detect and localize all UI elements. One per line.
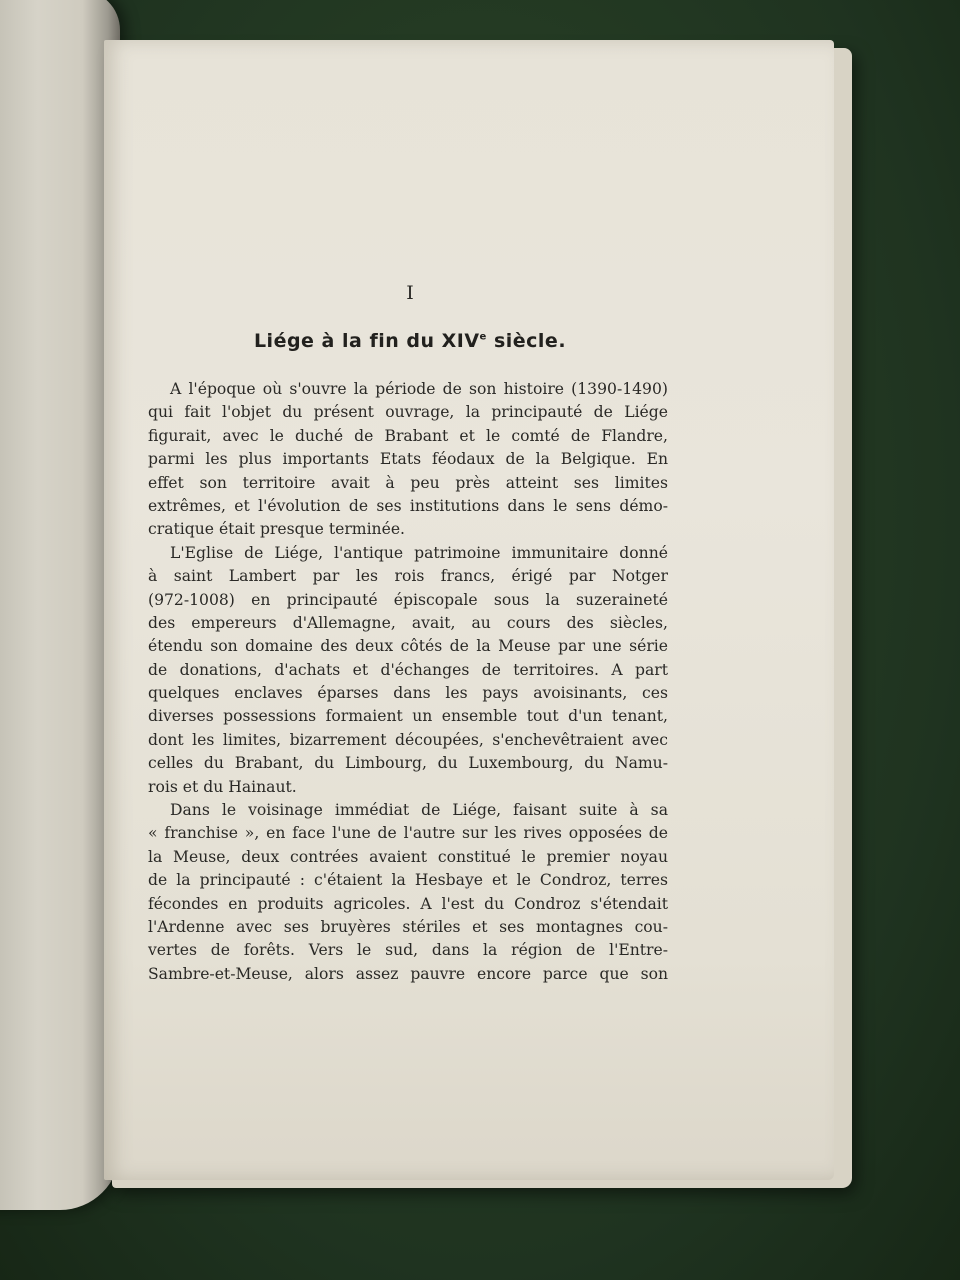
text-line: l'Ardenne avec ses bruyères stériles et ses montagnes cou- — [148, 917, 668, 936]
text-line: L'Eglise de Liége, l'antique patrimoine immunitaire donné — [170, 543, 668, 562]
text-line: la Meuse, deux contrées avaient constitué le premier noyau — [148, 847, 668, 866]
text-line: Dans le voisinage immédiat de Liége, faisant suite à sa — [170, 801, 668, 820]
text-line: cratique était presque terminée. — [148, 520, 406, 539]
text-line: figurait, avec le duché de Brabant et le comté de Flandre, — [148, 426, 668, 445]
text-line: « franchise », en face l'une de l'autre sur les rives opposées de — [148, 824, 668, 843]
left-page-edge — [0, 0, 120, 1210]
text-line: extrêmes, et l'évolution de ses institutions dans le sens démo- — [148, 496, 668, 515]
text-line: fécondes en produits agricoles. A l'est du Condroz s'étendait — [148, 894, 668, 913]
text-line: à saint Lambert par les rois francs, érigé par Notger — [148, 567, 668, 586]
text-line: des empereurs d'Allemagne, avait, au cours des siècles, — [148, 613, 668, 632]
text-line: (972-1008) en principauté épiscopale sous la suzeraineté — [148, 590, 668, 609]
text-line: celles du Brabant, du Limbourg, du Luxembourg, du Namu- — [148, 754, 668, 773]
chapter-number: I — [406, 282, 414, 304]
text-line: diverses possessions formaient un ensemble tout d'un tenant, — [148, 707, 668, 726]
text-line: vertes de forêts. Vers le sud, dans la région de l'Entre- — [148, 941, 668, 960]
text-line: effet son territoire avait à peu près atteint ses limites — [148, 473, 668, 492]
chapter-title — [150, 330, 670, 352]
text-line: qui fait l'objet du présent ouvrage, la principauté de Liége — [148, 403, 668, 422]
text-line: de donations, d'achats et d'échanges de territoires. A part — [148, 660, 668, 679]
text-line: dont les limites, bizarrement découpées, s'enchevêtraient avec — [148, 730, 668, 749]
chapter-title-end: siècle. — [486, 330, 567, 352]
chapter-title-main: Liége à la fin du XIV — [253, 330, 480, 352]
text-line: rois et du Hainaut. — [148, 777, 297, 796]
body-text — [148, 378, 668, 986]
text-line: A l'époque où s'ouvre la période de son histoire (1390-1490) — [170, 380, 668, 398]
chapter-title-superscript: e — [479, 331, 487, 343]
text-line: parmi les plus importants Etats féodaux de la Belgique. En — [148, 450, 668, 469]
text-line: Sambre-et-Meuse, alors assez pauvre encore parce que son — [148, 964, 668, 983]
text-line: de la principauté : c'étaient la Hesbaye et le Condroz, terres — [148, 871, 668, 890]
text-line: quelques enclaves éparses dans les pays avoisinants, ces — [148, 684, 668, 703]
text-line: étendu son domaine des deux côtés de la Meuse par une série — [148, 637, 668, 656]
paragraph-3 — [148, 799, 668, 986]
paragraph-2 — [148, 542, 668, 799]
paragraph-1 — [148, 378, 668, 542]
